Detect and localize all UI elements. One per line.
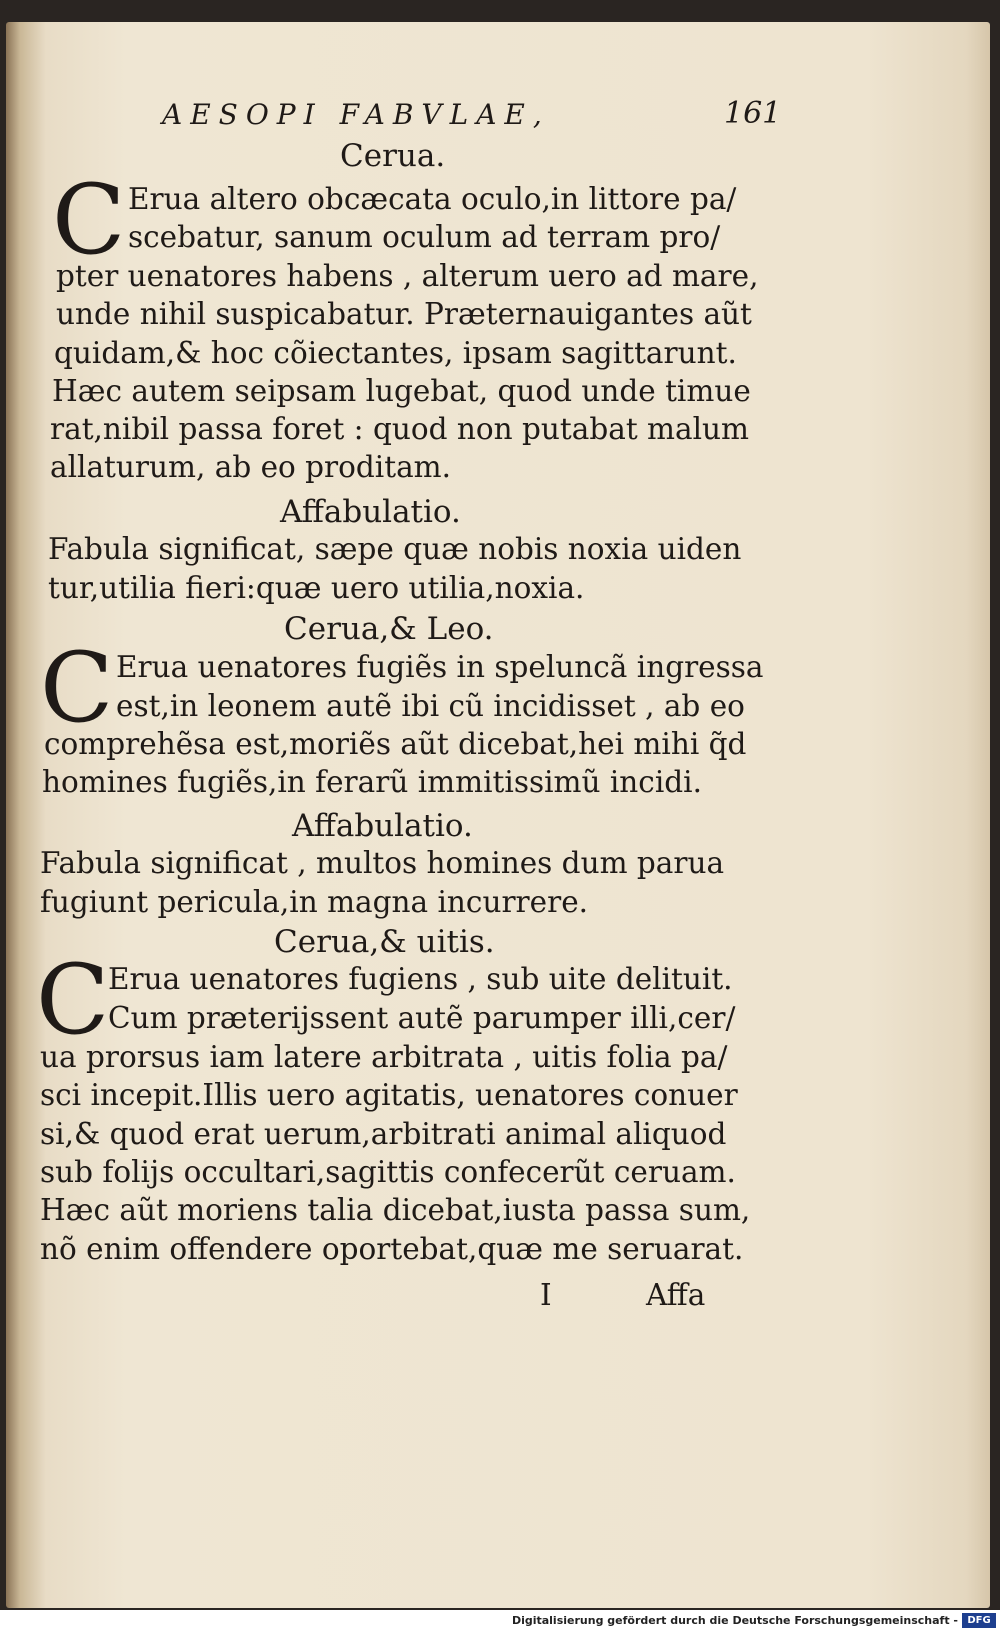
drop-cap: C [52, 164, 126, 276]
moral-line: fugiunt pericula,in magna incurrere. [40, 885, 589, 919]
digitization-footer [0, 1610, 1000, 1632]
dfg-logo: DFG [962, 1613, 996, 1628]
moral-line: tur,utilia fieri:quæ uero utilia,noxia. [48, 571, 585, 605]
signature-mark: I [540, 1278, 552, 1312]
text-line: pter uenatores habens , alterum uero ad mare, [56, 259, 759, 293]
moral-heading: Affabulatio. [280, 494, 461, 530]
page-number: 161 [724, 96, 782, 131]
moral-line: Fabula significat , multos homines dum parua [40, 846, 725, 880]
text-line: Erua altero obcæcata oculo,in littore pa/ [128, 182, 737, 216]
running-title: AESOPI FABVLAE, [162, 98, 550, 131]
text-line: si,& quod erat uerum,arbitrati animal aliquod [40, 1117, 727, 1151]
text-line: unde nihil suspicabatur. Præternauigantes aũt [56, 297, 752, 331]
text-line: comprehẽsa est,moriẽs aũt dicebat,hei mihi q̃d [44, 727, 747, 761]
text-line: sub folijs occultari,sagittis confecerũt ceruam. [40, 1155, 736, 1189]
moral-heading: Affabulatio. [292, 808, 473, 844]
moral-line: Fabula significat, sæpe quæ nobis noxia uiden [48, 532, 742, 566]
text-line: rat,nibil passa foret : quod non putabat malum [50, 412, 750, 446]
fable-title: Cerua. [340, 138, 446, 174]
drop-cap: C [40, 632, 114, 744]
text-line: nõ enim offendere oportebat,quæ me seruarat. [40, 1232, 744, 1266]
text-line: ua prorsus iam latere arbitrata , uitis folia pa/ [40, 1040, 728, 1074]
text-line: sci incepit.Illis uero agitatis, uenatores conuer [40, 1078, 738, 1112]
text-line: Erua uenatores fugiens , sub uite delituit. [108, 962, 733, 996]
text-line: Hæc aũt moriens talia dicebat,iusta passa sum, [40, 1193, 751, 1227]
text-line: allaturum, ab eo proditam. [50, 450, 452, 484]
digitization-credit: Digitalisierung gefördert durch die Deutsche Forschungsgemeinschaft - [511, 1614, 958, 1627]
text-line: homines fugiẽs,in ferarũ immitissimũ incidi. [42, 765, 702, 799]
text-line: scebatur, sanum oculum ad terram pro/ [128, 220, 721, 254]
fable-title: Cerua,& uitis. [274, 924, 495, 960]
text-line: quidam,& hoc cõiectantes, ipsam sagittarunt. [54, 336, 737, 370]
text-line: est,in leonem autẽ ibi cũ incidisset , ab eo [116, 689, 745, 723]
text-line: Hæc autem seipsam lugebat, quod unde timue [52, 374, 751, 408]
drop-cap: C [36, 944, 110, 1056]
catchword: Affa [646, 1278, 706, 1312]
text-line: Erua uenatores fugiẽs in speluncã ingressa [116, 650, 764, 684]
fable-title: Cerua,& Leo. [284, 611, 494, 647]
text-line: Cum præterijssent autẽ parumper illi,cer/ [108, 1001, 736, 1035]
